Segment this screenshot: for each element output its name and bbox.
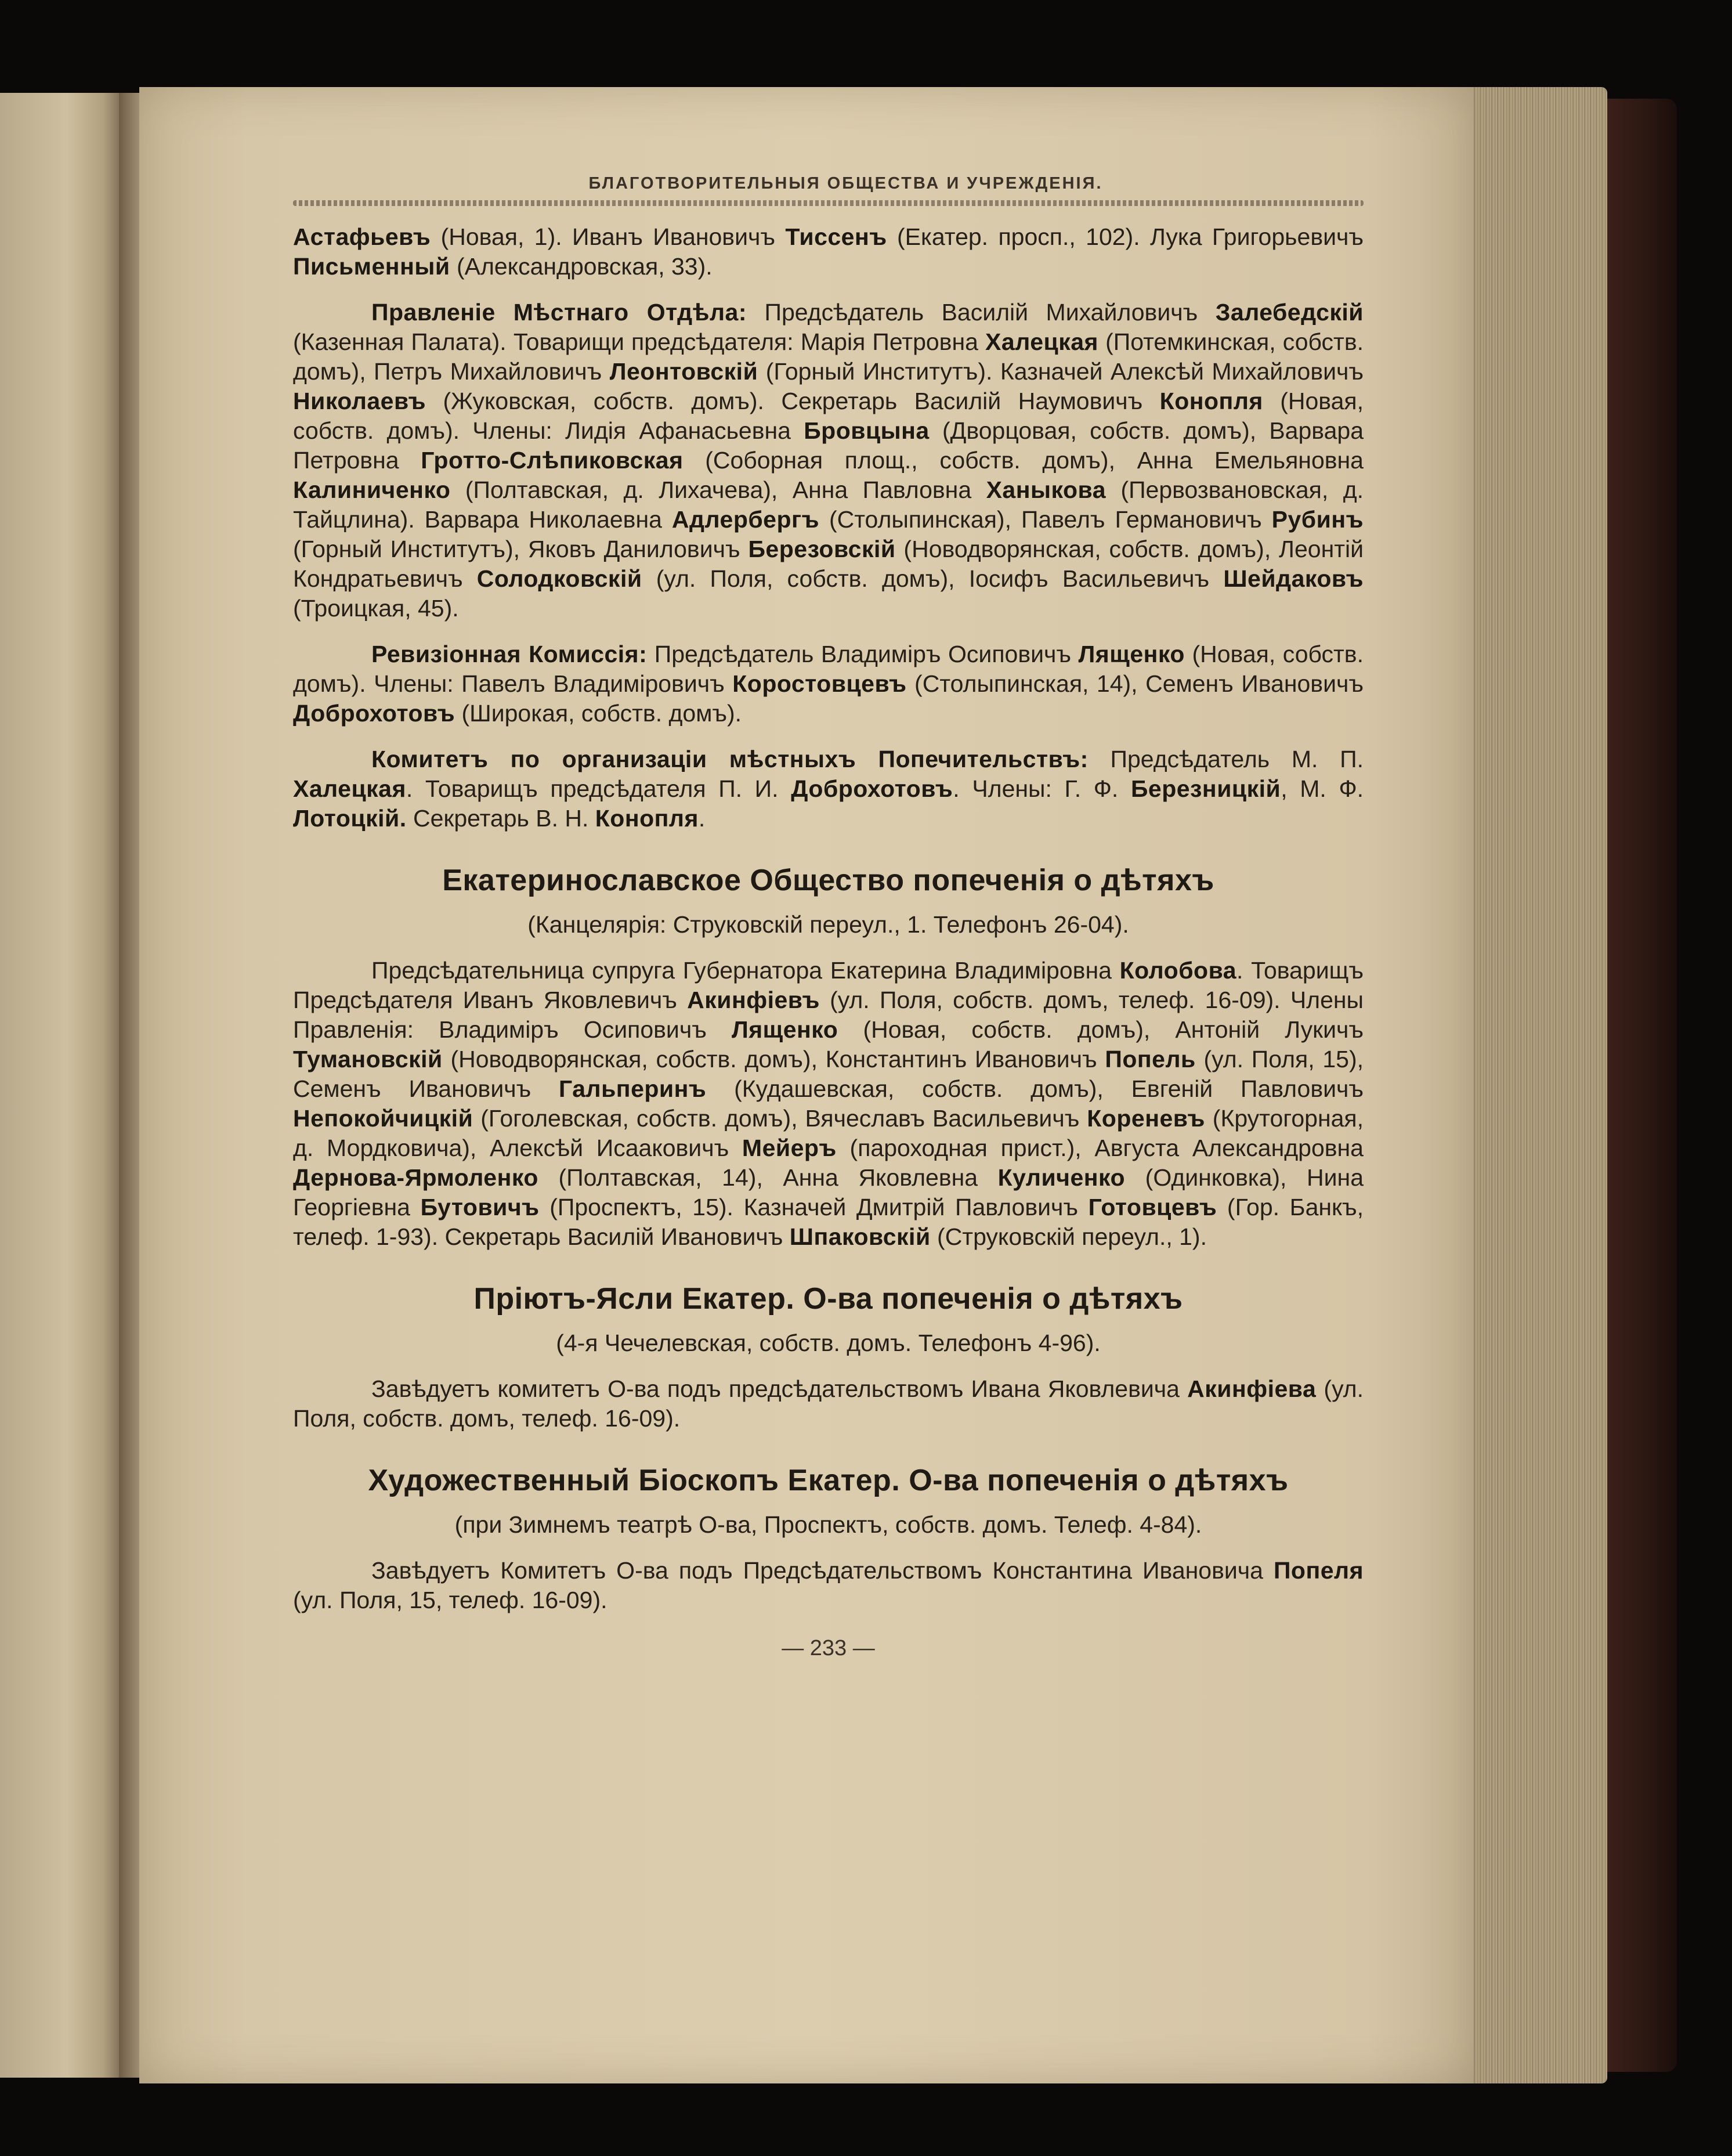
- name: Куличенко: [997, 1164, 1126, 1191]
- section-title: Художественный Біоскопъ Екатер. О-ва попеченія о дѣтяхъ: [368, 1464, 1289, 1497]
- name: Непокойчицкій: [293, 1105, 473, 1132]
- running-head: БЛАГОТВОРИТЕЛЬНЫЯ ОБЩЕСТВА И УЧРЕЖДЕНІЯ.: [588, 174, 1103, 193]
- book-cover: [1607, 99, 1677, 2072]
- paragraph-audit-commission: Ревизіонная Комиссія: Предсѣдатель Владиміръ Осиповичъ Лященко (Новая, собств. домъ). Члены: Павелъ Владиміровичъ Коростовцевъ (Столыпинская, 14), Семенъ Ивановичъ Доброхотовъ (Широкая, собств. домъ).: [293, 641, 1364, 727]
- name: Конопля: [595, 805, 699, 832]
- name: Акинфіевъ: [687, 987, 820, 1013]
- name: Мейеръ: [742, 1135, 837, 1161]
- name: Дернова-Ярмоленко: [293, 1164, 538, 1191]
- name: Тумановскій: [293, 1046, 443, 1072]
- name: Бровцына: [804, 417, 930, 444]
- name: Колобова: [1119, 957, 1237, 984]
- name: Письменный: [293, 253, 450, 280]
- name: Рубинъ: [1271, 506, 1364, 533]
- name: Попеля: [1273, 1557, 1364, 1584]
- name: Доброхотовъ: [791, 775, 953, 802]
- name: Гротто-Слѣпиковская: [421, 447, 684, 474]
- name: Адлербергъ: [671, 506, 819, 533]
- name: Лотоцкій.: [293, 805, 407, 832]
- name: Доброхотовъ: [293, 700, 455, 727]
- name: Акинфіева: [1187, 1375, 1317, 1402]
- section-subtitle: (Канцелярія: Струковскій переул., 1. Телефонъ 26-04).: [527, 911, 1129, 938]
- page-text: [293, 174, 1364, 1661]
- name: Солодковскій: [476, 565, 642, 592]
- name: Попель: [1105, 1046, 1196, 1072]
- name: Готовцевъ: [1088, 1194, 1217, 1220]
- name: Ханыкова: [986, 476, 1106, 503]
- name: Гальперинъ: [559, 1075, 707, 1102]
- section-subtitle: (4-я Чечелевская, собств. домъ. Телефонъ 4-96).: [556, 1330, 1101, 1356]
- name: Шейдаковъ: [1223, 565, 1364, 592]
- paragraph-local-board: Правленіе Мѣстнаго Отдѣла: Предсѣдатель Василій Михайловичъ Залебедскій (Казенная Палата). Товарищи предсѣдателя: Марія Петровна Халецкая (Потемкинская, собств. домъ), Петръ Михайловичъ Леонтовскій (Горный Институтъ). Казначей Алексѣй Михайловичъ Николаевъ (Жуковская, собств. домъ). Секретарь Василій Наумовичъ Конопля (Новая, собств. домъ). Члены: Лидія Афанасьевна Бровцына (Дворцовая, собств. домъ), Варвара Петровна Гротто-Слѣпиковская (Соборная площ., собств. домъ), Анна Емельяновна Калиниченко (Полтавская, д. Лихачева), Анна Павловна Ханыкова (Первозвановская, д. Тайцлина). Варвара Николаевна Адлербергъ (Столыпинская), Павелъ Германовичъ Рубинъ (Горный Институтъ), Яковъ Даниловичъ Березовскій (Новодворянская, собств. домъ), Леонтій Кондратьевичъ Солодковскій (ул. Поля, собств. домъ), Іосифъ Васильевичъ Шейдаковъ (Троицкая, 45).: [293, 299, 1364, 622]
- name: Березовскій: [748, 536, 896, 562]
- paragraph-shelter: Завѣдуетъ комитетъ О-ва подъ предсѣдательствомъ Ивана Яковлевича Акинфіева (ул. Поля, собств. домъ, телеф. 16-09).: [293, 1375, 1364, 1432]
- name: Бутовичъ: [420, 1194, 540, 1220]
- name: Березницкій: [1130, 775, 1281, 802]
- paragraph-society-board: Предсѣдательница супруга Губернатора Екатерина Владиміровна Колобова. Товарищъ Предсѣдателя Иванъ Яковлевичъ Акинфіевъ (ул. Поля, собств. домъ, телеф. 16-09). Члены Правленія: Владиміръ Осиповичъ Лященко (Новая, собств. домъ), Антоній Лукичъ Тумановскій (Новодворянская, собств. домъ), Константинъ Ивановичъ Попель (ул. Поля, 15), Семенъ Ивановичъ Гальперинъ (Кудашевская, собств. домъ), Евгеній Павловичъ Непокойчицкій (Гоголевская, собств. домъ), Вячеславъ Васильевичъ Кореневъ (Крутогорная, д. Мордковича), Алексѣй Исааковичъ Мейеръ (пароходная прист.), Августа Александровна Дернова-Ярмоленко (Полтавская, 14), Анна Яковлевна Куличенко (Одинковка), Нина Георгіевна Бутовичъ (Проспектъ, 15). Казначей Дмитрій Павловичъ Готовцевъ (Гор. Банкъ, телеф. 1-93). Секретарь Василій Ивановичъ Шпаковскій (Струковскій переул., 1).: [293, 957, 1364, 1250]
- left-page-edge: [0, 93, 122, 2078]
- paragraph-bioscope: Завѣдуетъ Комитетъ О-ва подъ Предсѣдательствомъ Константина Ивановича Попеля (ул. Поля, 15, телеф. 16-09).: [293, 1557, 1364, 1613]
- paragraph-committee: Комитетъ по организаціи мѣстныхъ Попечительствъ: Предсѣдатель М. П. Халецкая. Товарищъ предсѣдателя П. И. Доброхотовъ. Члены: Г. Ф. Березницкій, М. Ф. Лотоцкій. Секретарь В. Н. Конопля.: [293, 746, 1364, 832]
- name: Кореневъ: [1087, 1105, 1205, 1132]
- name: Тиссенъ: [785, 223, 887, 250]
- name: Лященко: [1078, 641, 1185, 667]
- name: Халецкая: [985, 328, 1098, 355]
- name: Астафьевъ: [293, 223, 431, 250]
- page-block-edges: [1474, 87, 1607, 2083]
- wavy-rule: [293, 200, 1364, 206]
- name: Залебедскій: [1215, 299, 1364, 326]
- section-subtitle: (при Зимнемъ театрѣ О-ва, Проспектъ, собств. домъ. Телеф. 4-84).: [454, 1511, 1202, 1538]
- section-title: Екатеринославское Общество попеченія о дѣтяхъ: [442, 864, 1214, 897]
- name: Коростовцевъ: [732, 670, 907, 697]
- paragraph-heading: Комитетъ по организаціи мѣстныхъ Попечительствъ:: [371, 746, 1089, 772]
- name: Калиниченко: [293, 476, 451, 503]
- name: Леонтовскій: [609, 358, 758, 385]
- name: Николаевъ: [293, 388, 426, 414]
- name: Конопля: [1159, 388, 1263, 414]
- paragraph-heading: Правленіе Мѣстнаго Отдѣла:: [371, 299, 747, 326]
- page-number: — 233 —: [782, 1636, 875, 1660]
- section-title: Пріютъ-Ясли Екатер. О-ва попеченія о дѣтяхъ: [473, 1282, 1183, 1316]
- paragraph-members-cont: Астафьевъ (Новая, 1). Иванъ Ивановичъ Тиссенъ (Екатер. просп., 102). Лука Григорьевичъ Письменный (Александровская, 33).: [293, 223, 1364, 280]
- paragraph-heading: Ревизіонная Комиссія:: [371, 641, 648, 667]
- name: Шпаковскій: [789, 1223, 931, 1250]
- name: Халецкая: [293, 775, 406, 802]
- name: Лященко: [731, 1016, 838, 1043]
